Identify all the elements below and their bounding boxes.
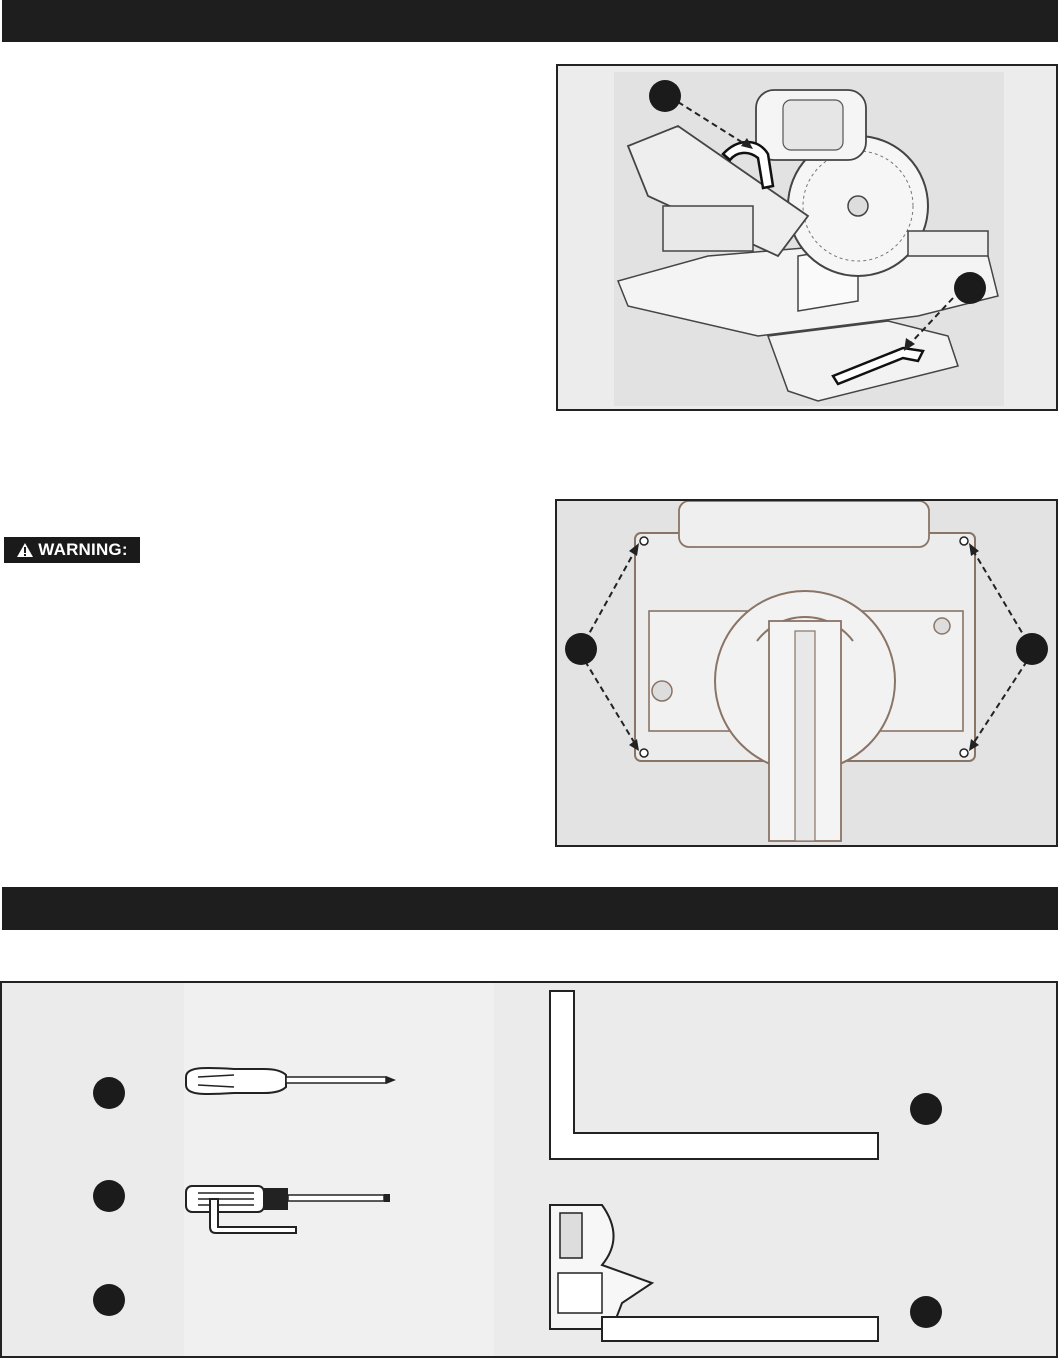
tools-illustration	[2, 983, 1056, 1356]
callout-marker	[93, 1077, 125, 1109]
callout-marker	[93, 1284, 125, 1316]
callout-marker	[954, 272, 986, 304]
combination-square-icon	[550, 1205, 878, 1341]
callout-marker	[1016, 633, 1048, 665]
callout-marker	[910, 1296, 942, 1328]
miter-saw-carry-handles-illustration	[558, 66, 1056, 409]
warning-badge	[4, 537, 140, 563]
figure-mounting-holes	[555, 499, 1058, 847]
callout-marker	[649, 80, 681, 112]
section-header-band	[2, 887, 1058, 930]
warning-label: WARNING:	[38, 540, 128, 559]
callout-marker	[565, 633, 597, 665]
tools-panel	[0, 981, 1058, 1358]
miter-saw-mounting-holes-illustration	[557, 501, 1056, 845]
callout-marker	[910, 1093, 942, 1125]
framing-square-icon	[550, 991, 878, 1159]
section-header-band	[2, 0, 1058, 42]
warning-triangle-icon	[16, 542, 34, 558]
callout-marker	[93, 1180, 125, 1212]
figure-carry-handles	[556, 64, 1058, 411]
